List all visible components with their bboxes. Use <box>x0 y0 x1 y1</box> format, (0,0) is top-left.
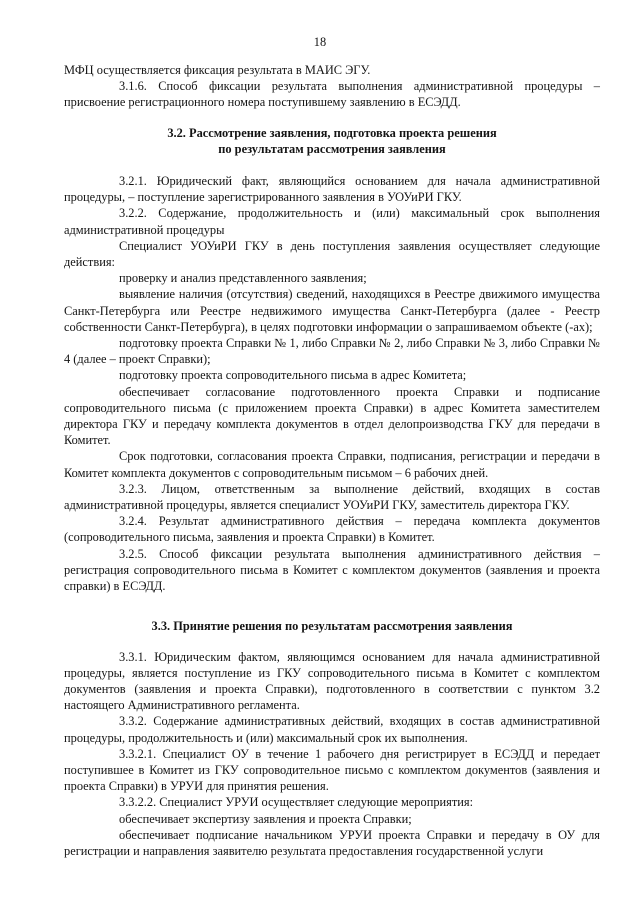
paragraph: Срок подготовки, согласования проекта Справки, подписания, регистрации и передачи в Комитет комплекта документов с сопроводительным письмом – 6 рабочих дней. <box>64 449 600 480</box>
paragraph: 3.2.1. Юридический факт, являющийся основанием для начала административной процедуры, – поступление зарегистрированного заявления в УОУиРИ ГКУ. <box>64 174 600 205</box>
paragraph: МФЦ осуществляется фиксация результата в МАИС ЭГУ. <box>64 63 371 77</box>
paragraph: 3.3.2.1. Специалист ОУ в течение 1 рабочего дня регистрирует в ЕСЭДД и передает поступившее в Комитет из ГКУ сопроводительное письмо с комплектом документов (заявления и проекта Справки) в УРУИ для принятия решения. <box>64 746 600 794</box>
paragraph: обеспечивает экспертизу заявления и проекта Справки; <box>119 811 412 826</box>
paragraph: проверку и анализ представленного заявления; <box>119 271 367 286</box>
paragraph: 3.3.2.2. Специалист УРУИ осуществляет следующие мероприятия: <box>119 795 474 810</box>
paragraph: 3.2.5. Способ фиксации результата выполнения административного действия – регистрация сопроводительного письма в Комитет с комплектом документов (заявления и проекта справки) в ЕСЭДД. <box>64 546 600 594</box>
paragraph: 3.2.2. Содержание, продолжительность и (или) максимальный срок выполнения административной процедуры <box>64 206 600 237</box>
section-heading <box>64 125 600 157</box>
paragraph: 3.2.3. Лицом, ответственным за выполнение действий, входящих в состав административной процедуры, является специалист УОУиРИ ГКУ, заместитель директора ГКУ. <box>64 481 600 513</box>
paragraph: 3.3.1. Юридическим фактом, являющимся основанием для начала административной процедуры, является поступление из ГКУ сопроводительного письма в Комитет с комплектом документов (заявления и проекта Справки), подготовленного в соответствии с пунктом 3.2 настоящего Административного регламента. <box>64 649 600 713</box>
page-number: 18 <box>313 35 327 49</box>
paragraph: подготовку проекта сопроводительного письма в адрес Комитета; <box>119 368 467 383</box>
section-heading-line: 3.2. Рассмотрение заявления, подготовка проекта решения <box>167 125 497 140</box>
section-heading <box>64 618 600 634</box>
paragraph: 3.3.2. Содержание административных действий, входящих в состав административной процедуры, продолжительность и (или) максимальный срок их выполнения. <box>64 714 600 745</box>
paragraph: Специалист УОУиРИ ГКУ в день поступления заявления осуществляет следующие действия: <box>64 238 600 270</box>
paragraph: выявление наличия (отсутствия) сведений, находящихся в Реестре движимого имущества Санкт-Петербурга или Реестре недвижимого имущества Санкт-Петербурга (далее - Реестр собственности Санкт-Петербурга), в целях подготовки информации о запрашиваемом объекте (-ах); <box>64 287 600 334</box>
section-heading-line: по результатам рассмотрения заявления <box>218 141 446 156</box>
paragraph: подготовку проекта Справки № 1, либо Справки № 2, либо Справки № 3, либо Справки № 4 (далее – проект Справки); <box>64 336 600 367</box>
paragraph: 3.1.6. Способ фиксации результата выполнения административной процедуры – присвоение регистрационного номера поступившему заявлению в ЕСЭДД. <box>64 79 600 110</box>
paragraph: обеспечивает подписание начальником УРУИ проекта Справки и передачу в ОУ для регистрации и направления заявителю результата предоставления государственной услуги <box>64 827 600 858</box>
document-body <box>64 62 600 859</box>
section-heading-line: 3.3. Принятие решения по результатам рассмотрения заявления <box>151 619 513 634</box>
paragraph: 3.2.4. Результат административного действия – передача комплекта документов (сопроводительного письма, заявления и проекта Справки) в Комитет. <box>64 514 600 545</box>
paragraph: обеспечивает согласование подготовленного проекта Справки и подписание сопроводительного письма (с приложением проекта Справки) в адрес Комитета заместителем директора ГКУ и передачу комплекта документов в отдел делопроизводства ГКУ для передачи в Комитет. <box>64 384 600 448</box>
